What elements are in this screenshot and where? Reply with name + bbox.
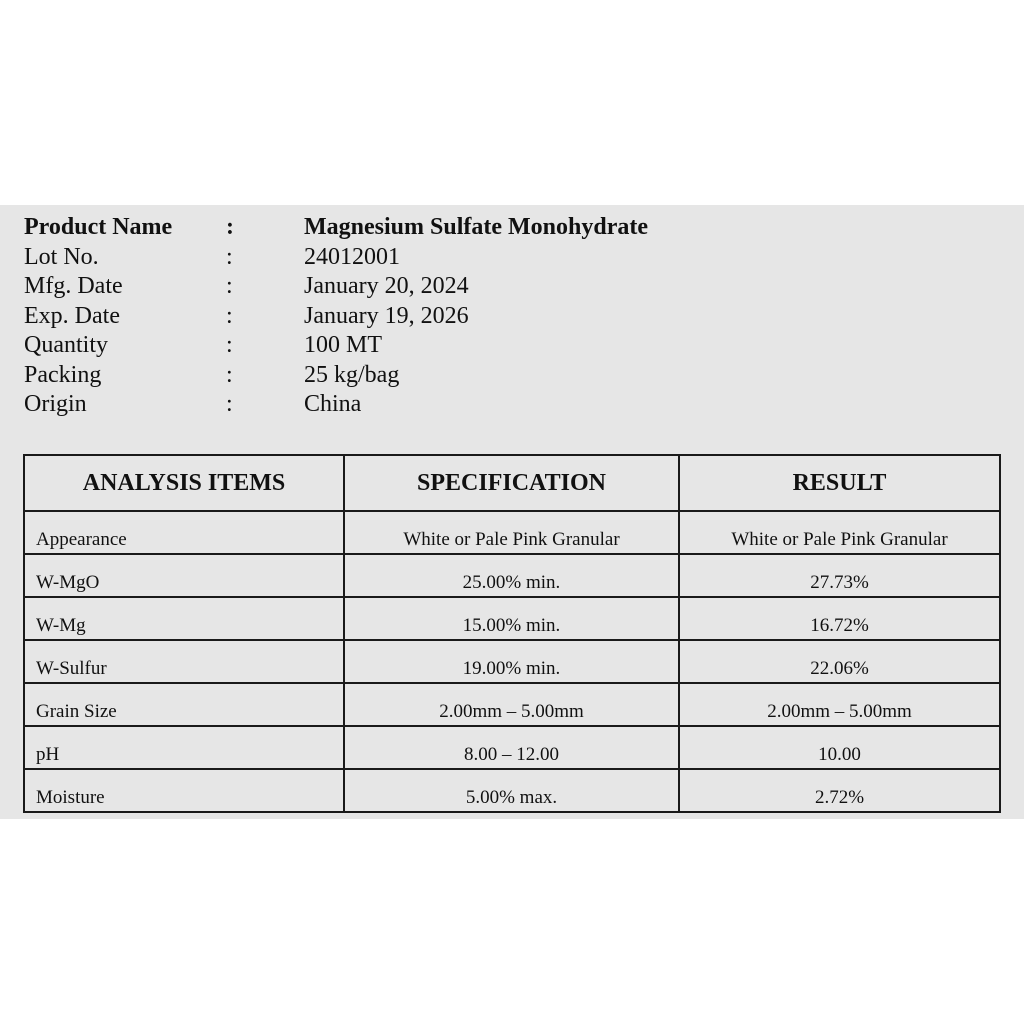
certificate-sheet	[0, 205, 1024, 819]
table-row	[24, 511, 1000, 554]
info-label: Quantity	[24, 332, 108, 358]
table-row	[24, 683, 1000, 726]
info-colon: :	[226, 302, 233, 329]
info-value: January 19, 2026	[304, 302, 469, 329]
info-label: Packing	[24, 361, 102, 388]
info-value: China	[304, 391, 362, 417]
info-label: Product Name	[24, 214, 173, 240]
result-cell: White or Pale Pink Granular	[679, 511, 1000, 554]
info-colon: :	[226, 243, 233, 270]
info-colon: :	[226, 214, 234, 240]
result-cell: 16.72%	[679, 597, 1000, 640]
specification-cell: 15.00% min.	[344, 597, 679, 640]
info-colon: :	[226, 391, 233, 417]
info-value: 100 MT	[304, 332, 382, 358]
info-label: Exp. Date	[24, 302, 120, 329]
analysis-item-cell: W-Sulfur	[24, 640, 344, 683]
info-colon: :	[226, 273, 233, 299]
table-row	[24, 597, 1000, 640]
info-label: Mfg. Date	[24, 273, 123, 299]
analysis-table	[23, 454, 1001, 813]
info-value: 25 kg/bag	[304, 361, 400, 388]
specification-cell: 25.00% min.	[344, 554, 679, 597]
info-colon: :	[226, 332, 233, 358]
info-label: Origin	[24, 391, 87, 417]
info-value: January 20, 2024	[304, 273, 469, 299]
result-cell: 2.72%	[679, 769, 1000, 812]
result-cell: 10.00	[679, 726, 1000, 769]
column-header-result: RESULT	[679, 455, 1000, 511]
result-cell: 27.73%	[679, 554, 1000, 597]
specification-cell: 2.00mm – 5.00mm	[344, 683, 679, 726]
info-colon: :	[226, 361, 233, 388]
column-header-analysis-items: ANALYSIS ITEMS	[24, 455, 344, 511]
table-row	[24, 640, 1000, 683]
column-header-specification: SPECIFICATION	[344, 455, 679, 511]
info-label: Lot No.	[24, 243, 99, 270]
result-cell: 2.00mm – 5.00mm	[679, 683, 1000, 726]
analysis-item-cell: W-Mg	[24, 597, 344, 640]
table-header-row	[24, 455, 1000, 511]
analysis-item-cell: Moisture	[24, 769, 344, 812]
info-value: 24012001	[304, 243, 400, 270]
info-value: Magnesium Sulfate Monohydrate	[304, 214, 648, 240]
table-row	[24, 726, 1000, 769]
specification-cell: 5.00% max.	[344, 769, 679, 812]
analysis-item-cell: Grain Size	[24, 683, 344, 726]
specification-cell: White or Pale Pink Granular	[344, 511, 679, 554]
analysis-item-cell: pH	[24, 726, 344, 769]
result-cell: 22.06%	[679, 640, 1000, 683]
specification-cell: 19.00% min.	[344, 640, 679, 683]
specification-cell: 8.00 – 12.00	[344, 726, 679, 769]
analysis-item-cell: W-MgO	[24, 554, 344, 597]
table-row	[24, 554, 1000, 597]
analysis-item-cell: Appearance	[24, 511, 344, 554]
table-row	[24, 769, 1000, 812]
